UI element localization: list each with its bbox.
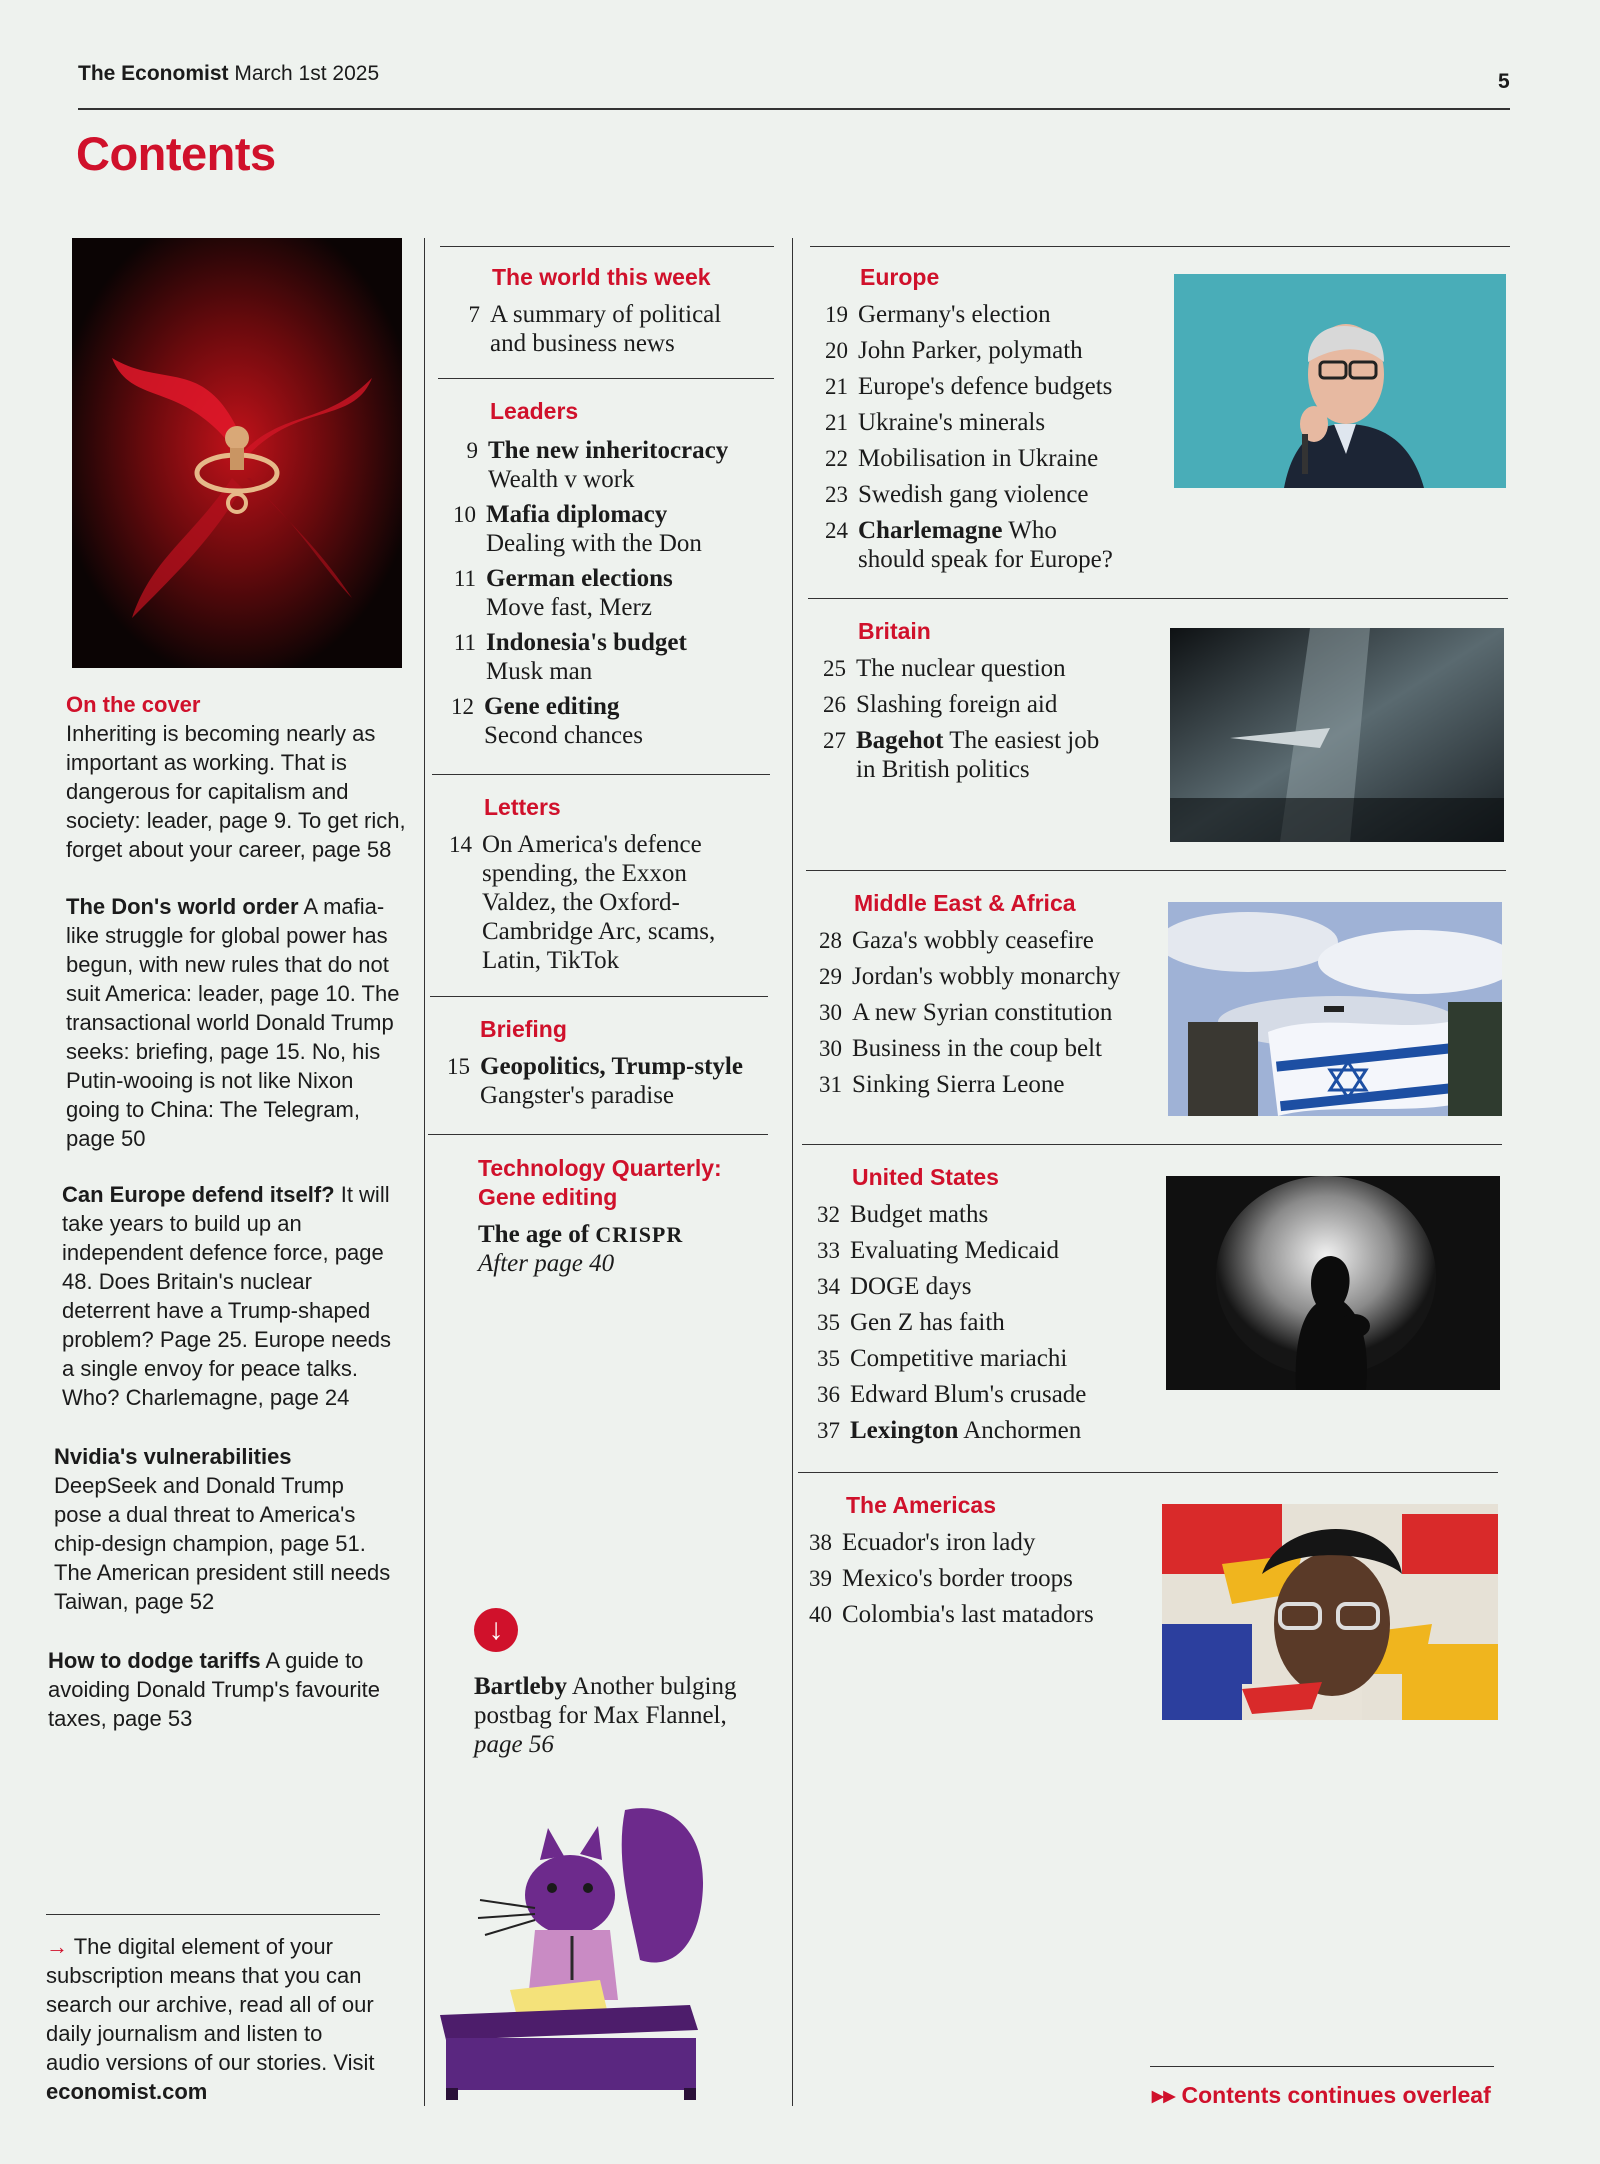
toc-item[interactable]: [804, 1380, 1086, 1409]
item-text: DOGE days: [850, 1273, 972, 1300]
item-title: Indonesia's budget: [486, 629, 687, 656]
section-leaders: Leaders: [490, 398, 579, 424]
divider: [438, 378, 774, 379]
arrow-right-icon: →: [46, 1934, 68, 1959]
page-ref: 20: [825, 338, 848, 363]
item-text: Swedish gang violence: [858, 481, 1089, 508]
page-ref: 21: [825, 374, 848, 399]
site-link[interactable]: economist.com: [46, 2079, 208, 2104]
item-text: Edward Blum's crusade: [850, 1381, 1087, 1408]
item-sub: in British politics: [856, 756, 1030, 783]
divider: [806, 870, 1506, 871]
overleaf-text: Contents continues overleaf: [1181, 2082, 1491, 2108]
divider: [430, 996, 768, 997]
digital-text: The digital element of your subscription means that you can search our archive, read all of our daily journalism and listen to audio versions of our stories. Visit: [46, 1934, 375, 2075]
bartleby-text: Another bulging postbag for Max Flannel,: [474, 1673, 737, 1729]
item-sub: should speak for Europe?: [858, 546, 1113, 573]
item-text: On America's defence: [482, 831, 702, 858]
toc-item[interactable]: [436, 830, 715, 975]
bartleby-page: page 56: [474, 1731, 554, 1758]
item-text: Budget maths: [850, 1201, 989, 1228]
item-text: Germany's election: [858, 301, 1051, 328]
page-ref: 36: [817, 1382, 840, 1407]
toc-item[interactable]: [442, 436, 728, 494]
item-sub: and business news: [490, 330, 675, 357]
item-text: A summary of political: [490, 301, 722, 328]
toc-item[interactable]: [796, 1564, 1073, 1593]
item-text: Slashing foreign aid: [856, 691, 1058, 718]
toc-item[interactable]: [810, 726, 1099, 784]
item-title: German elections: [486, 565, 673, 592]
toc-item[interactable]: [434, 1052, 743, 1110]
toc-item[interactable]: [812, 408, 1045, 437]
item-title: Gene editing: [484, 693, 620, 720]
page-ref: 11: [453, 566, 476, 591]
toc-item[interactable]: [806, 1034, 1102, 1063]
item-text: Competitive mariachi: [850, 1345, 1068, 1372]
toc-item[interactable]: [804, 1416, 1081, 1445]
united-states-photo: [1166, 1176, 1500, 1390]
section-britain: Britain: [858, 618, 931, 644]
section-europe: Europe: [860, 264, 940, 290]
europe-photo: [1174, 274, 1506, 488]
toc-item[interactable]: [810, 654, 1066, 683]
section-briefing: Briefing: [480, 1016, 567, 1042]
toc-item[interactable]: [804, 1344, 1067, 1373]
britain-photo: [1170, 628, 1504, 842]
item-text: The nuclear question: [856, 655, 1066, 682]
page-ref: 31: [819, 1072, 842, 1097]
divider: [798, 1472, 1498, 1473]
feature-text: DeepSeek and Donald Trump pose a dual threat to America's chip-design champion, page 51. The American president still needs Taiwan, page 52: [54, 1473, 391, 1614]
item-text: John Parker, polymath: [858, 337, 1083, 364]
item-text: Anchormen: [958, 1417, 1082, 1444]
feature-text: It will take years to build up an independent defence force, page 48. Does Britain's nuclear deterrent have a Trump-shaped problem? Page 25. Europe needs a single envoy for peace talks. Who? Charlemagne, page 24: [62, 1182, 392, 1410]
item-text: Mexico's border troops: [842, 1565, 1073, 1592]
item-title-caps: CRISPR: [595, 1222, 684, 1247]
page-ref: 32: [817, 1202, 840, 1227]
section-technology-quarterly: [478, 1154, 722, 1212]
feature-lead: The Don's world order: [66, 894, 299, 919]
page-ref: 33: [817, 1238, 840, 1263]
item-sub: spending, the Exxon: [482, 860, 687, 887]
issue-date: March 1st 2025: [234, 62, 380, 85]
feature-block: [48, 1646, 388, 1733]
section-the-americas: The Americas: [846, 1492, 996, 1518]
header-rule: [78, 108, 1510, 110]
page-ref: 30: [819, 1000, 842, 1025]
toc-item[interactable]: [806, 926, 1094, 955]
page-ref: 22: [825, 446, 848, 471]
item-sub: Gangster's paradise: [480, 1082, 675, 1109]
item-text: Jordan's wobbly monarchy: [852, 963, 1121, 990]
item-text: Ukraine's minerals: [858, 409, 1046, 436]
toc-item[interactable]: [804, 1308, 1005, 1337]
page-ref: 28: [819, 928, 842, 953]
page-ref: 21: [825, 410, 848, 435]
item-text: Mobilisation in Ukraine: [858, 445, 1099, 472]
page-ref: 15: [447, 1054, 470, 1079]
page-ref: 23: [825, 482, 848, 507]
page-ref: 37: [817, 1418, 840, 1443]
page-ref: 34: [817, 1274, 840, 1299]
toc-item[interactable]: [440, 564, 673, 622]
item-title: Lexington: [850, 1417, 959, 1444]
cover-heading: On the cover: [66, 692, 201, 717]
toc-item[interactable]: [812, 480, 1089, 509]
digital-note: [46, 1932, 376, 2106]
item-sub: Valdez, the Oxford-: [482, 889, 680, 916]
item-text: Gaza's wobbly ceasefire: [852, 927, 1094, 954]
toc-item[interactable]: [812, 372, 1112, 401]
footer-rule: [1150, 2066, 1494, 2067]
item-text: Gen Z has faith: [850, 1309, 1005, 1336]
page-ref: 35: [817, 1310, 840, 1335]
bartleby-teaser[interactable]: [474, 1672, 774, 1759]
page-ref: 40: [809, 1602, 832, 1627]
americas-photo: [1162, 1504, 1498, 1720]
item-title: Bagehot: [856, 727, 944, 754]
cover-text: Inheriting is becoming nearly as important as working. That is dangerous for capitalism and society: leader, page 9. To get rich, forget about your career, page 58: [66, 721, 406, 862]
arrow-down-icon: ↓: [474, 1608, 518, 1652]
page-ref: 10: [453, 502, 476, 527]
item-sub: Dealing with the Don: [486, 530, 702, 557]
page-ref: 39: [809, 1566, 832, 1591]
page-ref: 9: [466, 438, 478, 463]
page-ref: 25: [823, 656, 846, 681]
page-ref: 35: [817, 1346, 840, 1371]
double-chevron-icon: ▸▸: [1152, 2082, 1176, 2108]
page-ref: 27: [823, 728, 846, 753]
middle-east-photo: [1168, 902, 1502, 1116]
item-sub: Latin, TikTok: [482, 947, 620, 974]
column-rule: [424, 238, 425, 2106]
divider: [802, 1144, 1502, 1145]
item-text: Sinking Sierra Leone: [852, 1071, 1065, 1098]
item-text: Colombia's last matadors: [842, 1601, 1094, 1628]
item-text: Ecuador's iron lady: [842, 1529, 1036, 1556]
item-text: Who: [1002, 517, 1057, 544]
feature-text: A guide to avoiding Donald Trump's favourite taxes, page 53: [48, 1648, 380, 1731]
item-sub: After page 40: [478, 1250, 615, 1277]
toc-item[interactable]: [812, 516, 1113, 574]
page-ref: 26: [823, 692, 846, 717]
section-middle-east-africa: Middle East & Africa: [854, 890, 1076, 916]
item-sub: Move fast, Merz: [486, 594, 652, 621]
item-title: The age of: [478, 1221, 596, 1248]
toc-item[interactable]: [796, 1528, 1035, 1557]
toc-item[interactable]: [806, 1070, 1064, 1099]
toc-item[interactable]: [804, 1272, 972, 1301]
toc-item[interactable]: [812, 444, 1098, 473]
item-text: The easiest job: [943, 727, 1100, 754]
page-ref: 24: [825, 518, 848, 543]
page-ref: 11: [453, 630, 476, 655]
toc-item[interactable]: [444, 300, 721, 358]
item-sub: Second chances: [484, 722, 643, 749]
feature-block: [66, 892, 406, 1153]
item-text: Business in the coup belt: [852, 1035, 1102, 1062]
brand-name: The Economist: [78, 62, 229, 85]
toc-item[interactable]: [810, 690, 1057, 719]
page-ref: 14: [449, 832, 472, 857]
divider: [808, 598, 1508, 599]
item-text: A new Syrian constitution: [852, 999, 1113, 1026]
tq-head-line2: Gene editing: [478, 1184, 618, 1210]
section-united-states: United States: [852, 1164, 999, 1190]
toc-item[interactable]: [796, 1600, 1094, 1629]
bartleby-lead: Bartleby: [474, 1673, 568, 1700]
cover-story: [66, 690, 406, 864]
column-rule: [792, 238, 793, 2106]
item-title: The new inheritocracy: [488, 437, 729, 464]
toc-item[interactable]: [804, 1200, 988, 1229]
divider: [440, 246, 774, 247]
toc-item[interactable]: [806, 998, 1112, 1027]
toc-item[interactable]: [478, 1220, 683, 1278]
squirrel-illustration: [440, 1790, 740, 2100]
divider: [46, 1914, 380, 1915]
page-ref: 7: [468, 302, 480, 327]
masthead: [78, 62, 379, 86]
item-text: Evaluating Medicaid: [850, 1237, 1059, 1264]
divider: [428, 1134, 768, 1135]
page-ref: 19: [825, 302, 848, 327]
toc-item[interactable]: [804, 1236, 1059, 1265]
toc-item[interactable]: [812, 300, 1051, 329]
page-title: Contents: [76, 127, 276, 180]
item-title: Charlemagne: [858, 517, 1003, 544]
section-world-this-week: The world this week: [492, 264, 711, 290]
item-title: Geopolitics, Trump-style: [480, 1053, 743, 1080]
item-sub: Cambridge Arc, scams,: [482, 918, 716, 945]
page-number: 5: [1498, 70, 1510, 93]
divider: [810, 246, 1510, 247]
toc-item[interactable]: [806, 962, 1120, 991]
page-ref: 12: [451, 694, 474, 719]
feature-lead: How to dodge tariffs: [48, 1648, 261, 1673]
toc-item[interactable]: [440, 628, 687, 686]
page-ref: 30: [819, 1036, 842, 1061]
feature-text: A mafia-like struggle for global power has begun, with new rules that do not suit America: leader, page 10. The transactional world Donald Trump seeks: briefing, page 15. No, his Putin-wooing is not like Nixon going to China: The Telegram, page 50: [66, 894, 400, 1151]
feature-lead: Can Europe defend itself?: [62, 1182, 335, 1207]
divider: [432, 774, 770, 775]
toc-item[interactable]: [438, 692, 643, 750]
page-ref: 29: [819, 964, 842, 989]
tq-head-line1: Technology Quarterly:: [478, 1155, 722, 1181]
feature-lead: Nvidia's vulnerabilities: [54, 1444, 292, 1469]
feature-block: [54, 1442, 394, 1616]
cover-image: [72, 238, 402, 668]
item-sub: Wealth v work: [488, 466, 635, 493]
section-letters: Letters: [484, 794, 561, 820]
item-title: Mafia diplomacy: [486, 501, 668, 528]
feature-block: [62, 1180, 402, 1412]
page-ref: 38: [809, 1530, 832, 1555]
toc-item[interactable]: [812, 336, 1083, 365]
toc-item[interactable]: [440, 500, 702, 558]
contents-continues-link[interactable]: [1152, 2082, 1491, 2109]
item-text: Europe's defence budgets: [858, 373, 1113, 400]
item-sub: Musk man: [486, 658, 593, 685]
